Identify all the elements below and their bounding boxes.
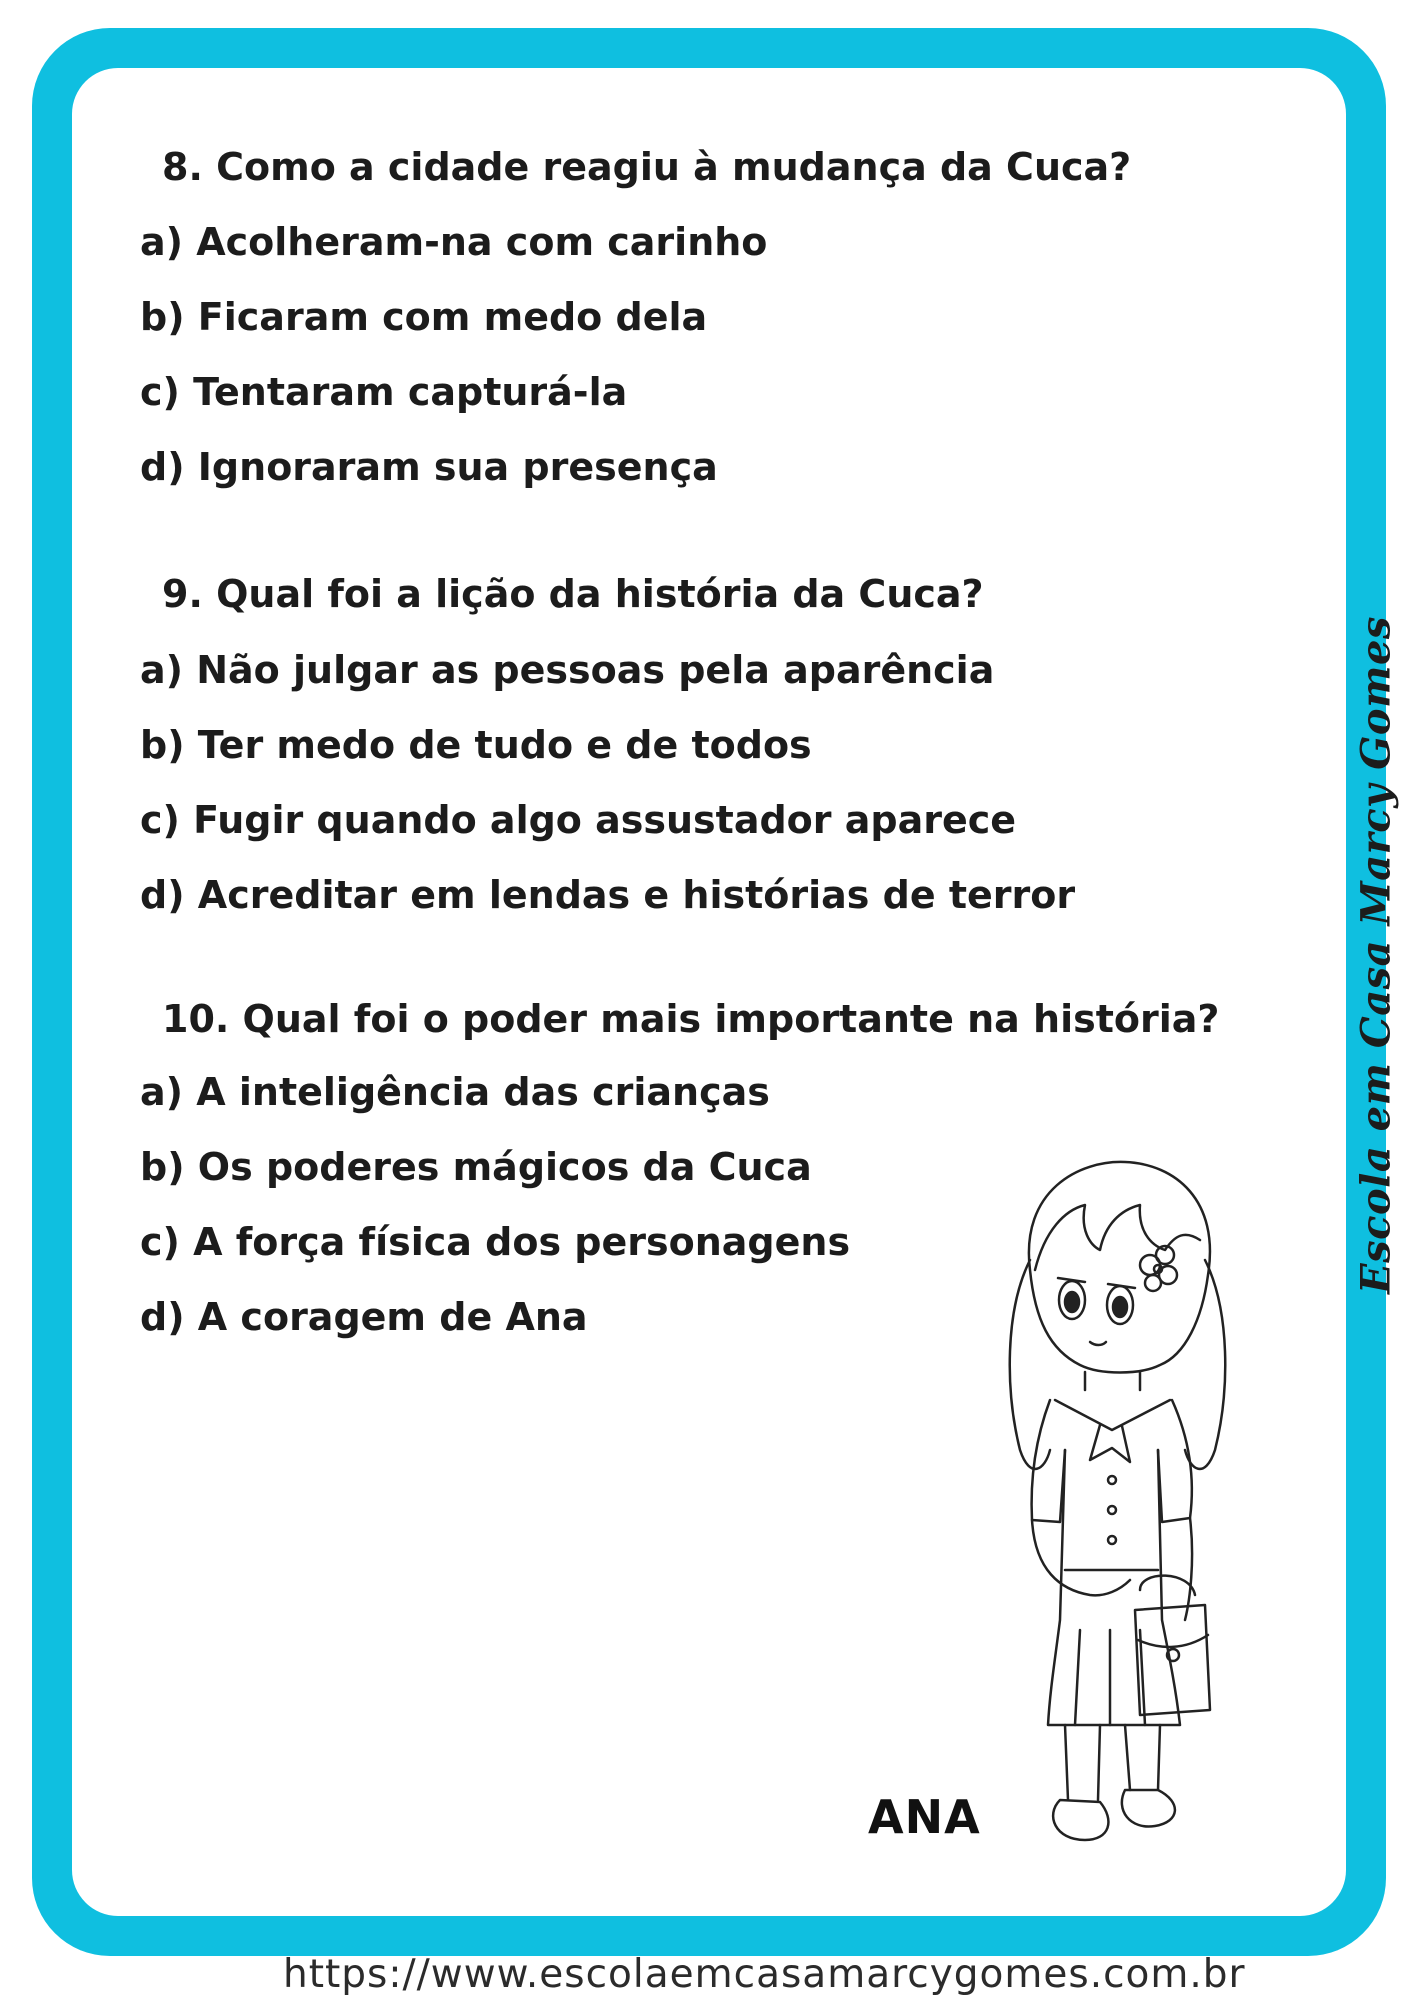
side-brand-text: Escola em Casa Marcy Gomes (1352, 616, 1400, 1294)
question-10-option-d: d) A coragem de Ana (140, 1295, 588, 1339)
question-8-option-d: d) Ignoraram sua presença (140, 445, 718, 489)
question-10: 10. Qual foi o poder mais importante na história? (162, 997, 1220, 1041)
footer-url[interactable]: https://www.escolaemcasamarcygomes.com.br (283, 1952, 1246, 1997)
question-8: 8. Como a cidade reagiu à mudança da Cuca? (162, 145, 1132, 189)
question-9-option-b: b) Ter medo de tudo e de todos (140, 723, 812, 767)
question-9-option-a: a) Não julgar as pessoas pela aparência (140, 648, 995, 692)
question-10-option-b: b) Os poderes mágicos da Cuca (140, 1145, 812, 1189)
question-10-option-c: c) A força física dos personagens (140, 1220, 851, 1264)
character-name: ANA (868, 1790, 981, 1844)
question-8-option-c: c) Tentaram capturá-la (140, 370, 628, 414)
question-8-option-a: a) Acolheram-na com carinho (140, 220, 768, 264)
girl-illustration (990, 1150, 1240, 1850)
question-9-option-d: d) Acreditar em lendas e histórias de terror (140, 873, 1076, 917)
question-9-option-c: c) Fugir quando algo assustador aparece (140, 798, 1017, 842)
question-10-option-a: a) A inteligência das crianças (140, 1070, 770, 1114)
question-9: 9. Qual foi a lição da história da Cuca? (162, 572, 984, 616)
question-8-option-b: b) Ficaram com medo dela (140, 295, 708, 339)
